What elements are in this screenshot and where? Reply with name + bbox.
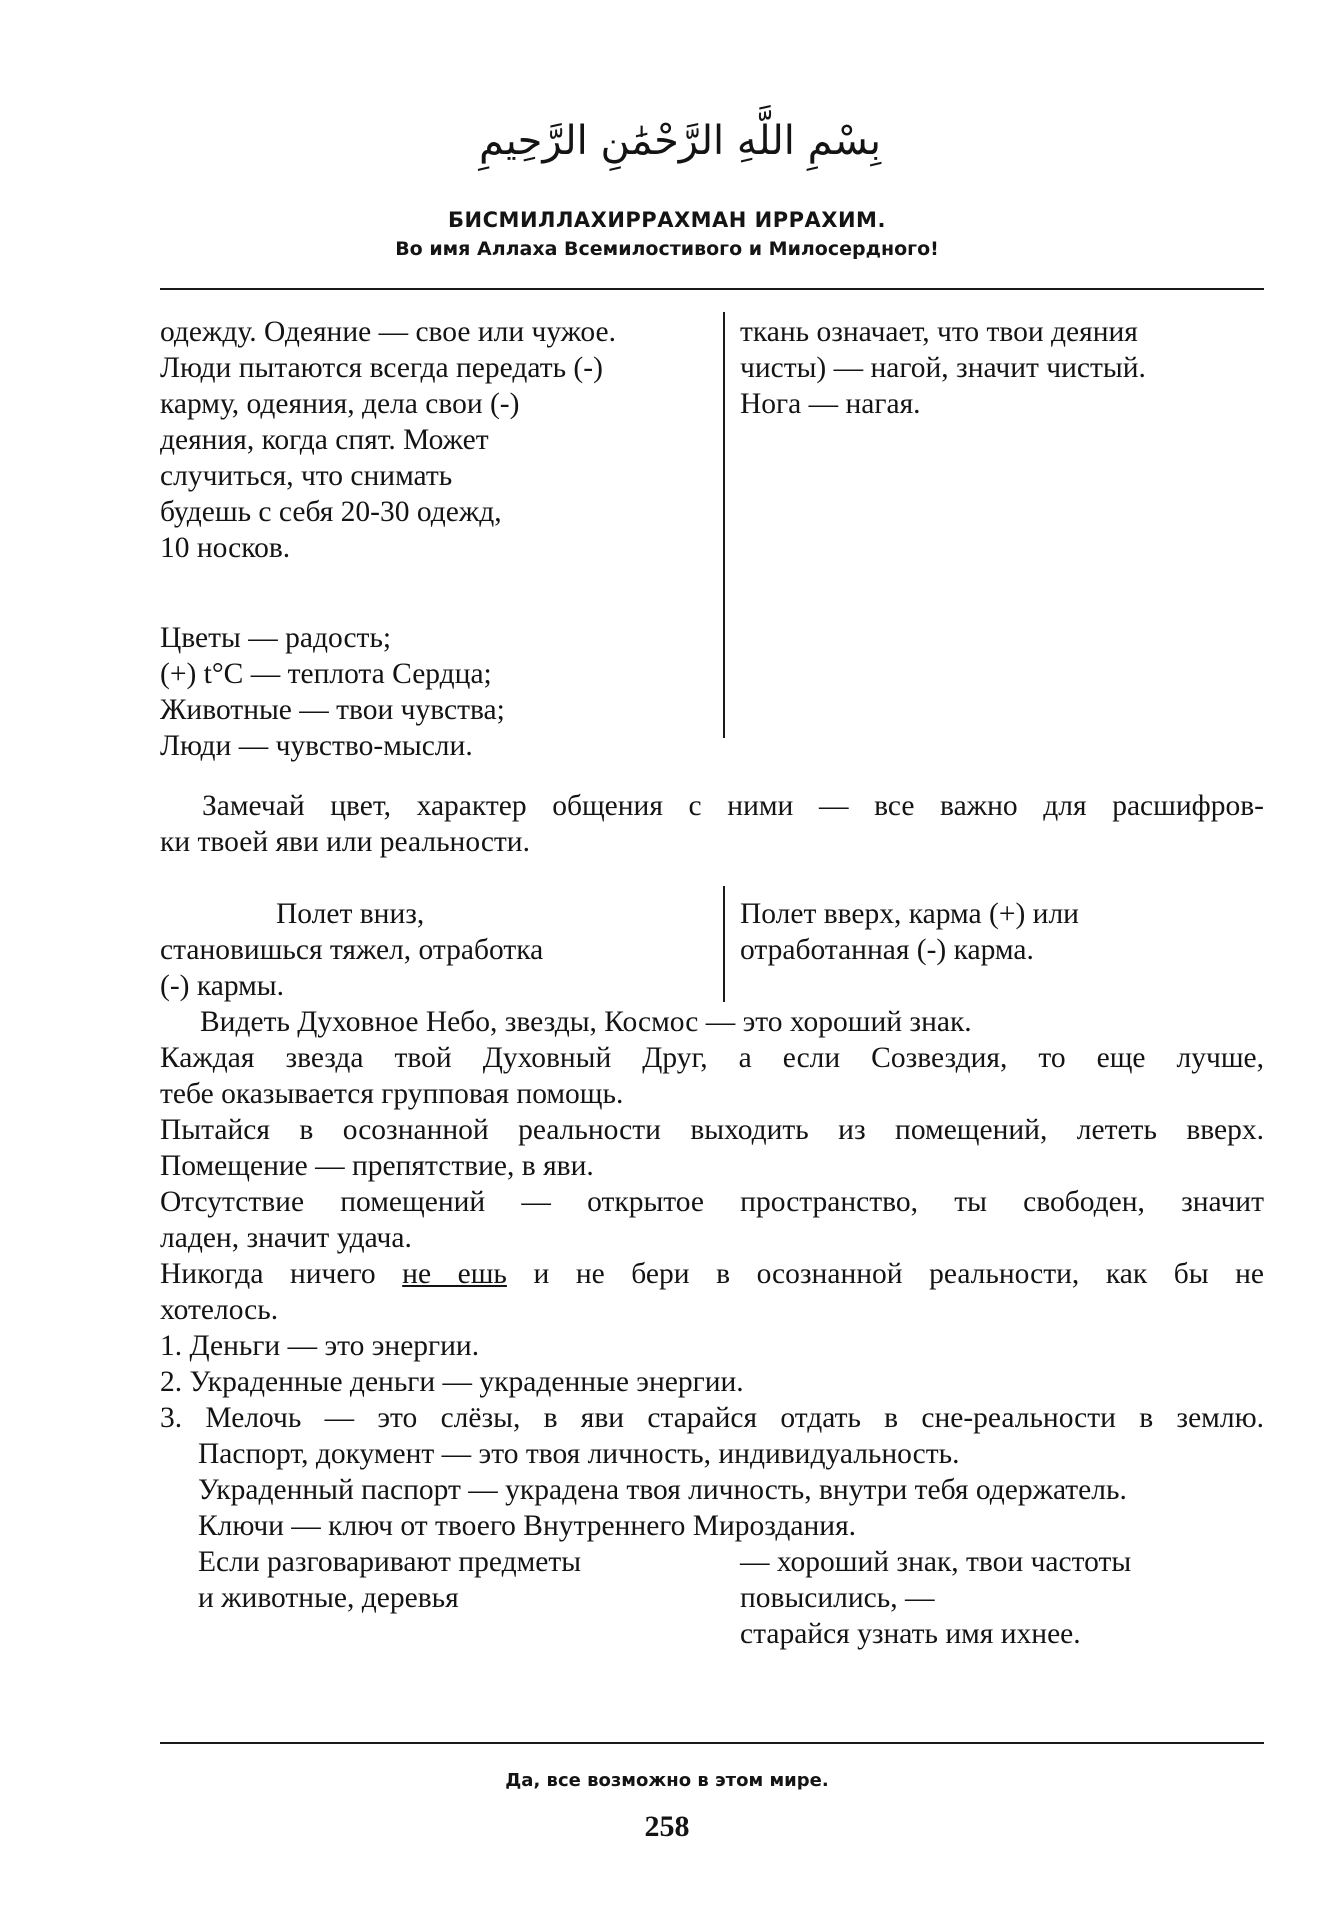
header-title: БИСМИЛЛАХИРРАХМАН ИРРАХИМ. (448, 208, 886, 232)
calligraphy-text: بِسْمِ اللَّهِ الرَّحْمَٰنِ الرَّحِيمِ (478, 118, 882, 164)
text-line: Видеть Духовное Небо, звезды, Космос — это хороший знак. (200, 1006, 972, 1038)
bismillah-calligraphy (478, 92, 882, 192)
column-divider (723, 886, 725, 1002)
text-line: будешь с себя 20-30 одежд, (160, 496, 502, 528)
text-line: Украденный паспорт — украдена твоя личность, внутри тебя одержатель. (198, 1474, 1127, 1506)
notice-paragraph (160, 788, 1264, 860)
main-body (160, 1004, 1264, 1544)
text-line: Если разговаривают предметы (198, 1546, 582, 1578)
text-line: Отсутствие помещений — открытое пространство, ты свободен, значит (160, 1186, 1264, 1218)
text-line: Полет вверх, карма (+) или (740, 898, 1079, 930)
flight-right-column (740, 896, 1079, 968)
page-number: 258 (644, 1810, 690, 1843)
text-line: одежду. Одеяние — свое или чужое. (160, 316, 616, 348)
text-line: повысились, — (740, 1582, 935, 1614)
talking-right-column (740, 1544, 1131, 1652)
text-line: — хороший знак, твои частоты (740, 1546, 1132, 1578)
text-line: старайся узнать имя ихнее. (740, 1618, 1081, 1650)
header-subtitle: Во имя Аллаха Всемилостивого и Милосердного! (395, 238, 939, 260)
text-line: 10 носков. (160, 532, 291, 564)
text-line: Каждая звезда твой Духовный Друг, а если Созвездия, то еще лучше, (160, 1042, 1264, 1074)
text-line: ладен, значит удача. (160, 1222, 412, 1254)
text-line: ки твоей яви или реальности. (160, 826, 530, 858)
footer-note: Да, все возможно в этом мире. (505, 1770, 829, 1791)
text-fragment: Никогда ничего (160, 1258, 403, 1290)
underlined-text: не ешь (402, 1258, 507, 1290)
text-line: Нога — нагая. (740, 388, 921, 420)
text-line: хотелось. (160, 1294, 279, 1326)
text-line: отработанная (-) карма. (740, 934, 1034, 966)
text-line: становишься тяжел, отработка (160, 934, 544, 966)
text-line: случиться, что снимать (160, 460, 453, 492)
top-right-column (740, 314, 1146, 422)
text-line: ткань означает, что твои деяния (740, 316, 1138, 348)
text-line: и животные, деревья (198, 1582, 459, 1614)
text-line: Люди — чувство-мысли. (160, 730, 473, 762)
text-line: карму, одеяния, дела свои (-) (160, 388, 520, 420)
text-line: Полет вниз, (276, 898, 425, 930)
flight-left-column (160, 896, 543, 1004)
text-line: Люди пытаются всегда передать (-) (160, 352, 603, 384)
text-line: Цветы — радость; (160, 622, 392, 654)
footer-divider (160, 1742, 1264, 1744)
text-line: чисты) — нагой, значит чистый. (740, 352, 1146, 384)
blank-line (160, 566, 616, 620)
text-line: тебе оказывается групповая помощь. (160, 1078, 624, 1110)
column-divider (723, 312, 725, 738)
text-line: Пытайся в осознанной реальности выходить из помещений, лететь вверх. (160, 1114, 1264, 1146)
text-line: Помещение — препятствие, в яви. (160, 1150, 594, 1182)
header-divider (160, 288, 1264, 290)
list-item: 1. Деньги — это энергии. (160, 1330, 480, 1362)
text-line: Паспорт, документ — это твоя личность, индивидуальность. (198, 1438, 960, 1470)
top-left-column (160, 314, 616, 764)
text-line: Замечай цвет, характер общения с ними — все важно для расшифров- (202, 790, 1264, 822)
text-line: Животные — твои чувства; (160, 694, 505, 726)
text-line: деяния, когда спят. Может (160, 424, 489, 456)
text-line (160, 1256, 1264, 1292)
text-line: Ключи — ключ от твоего Внутреннего Мироздания. (198, 1510, 857, 1542)
list-item: 2. Украденные деньги — украденные энергии. (160, 1366, 744, 1398)
text-fragment: и не бери в осознанной реальности, как бы не (506, 1258, 1264, 1290)
list-item: 3. Мелочь — это слёзы, в яви старайся отдать в сне-реальности в землю. (160, 1402, 1264, 1434)
text-line: (+) t°C — теплота Сердца; (160, 658, 492, 690)
talking-left-column (198, 1544, 581, 1616)
text-line: (-) кармы. (160, 970, 284, 1002)
